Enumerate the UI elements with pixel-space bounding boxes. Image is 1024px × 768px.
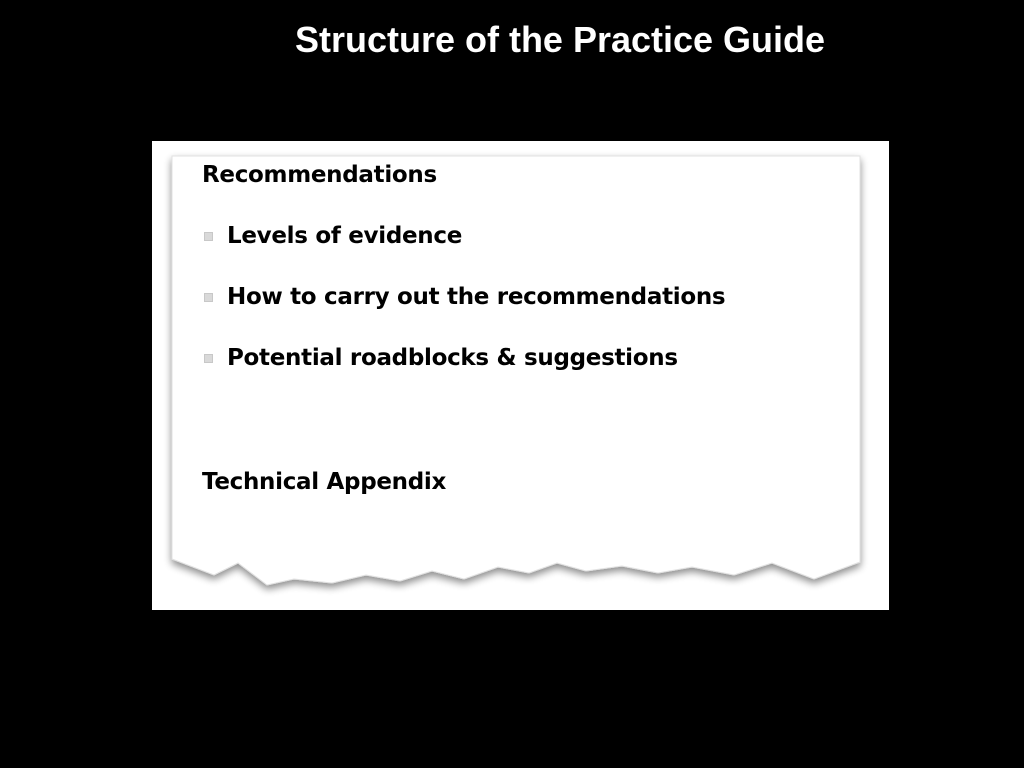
technical-appendix-heading: Technical Appendix <box>202 469 447 495</box>
bullet-item <box>202 218 842 254</box>
card-content <box>202 157 842 500</box>
slide-title: Structure of the Practice Guide <box>294 19 826 60</box>
bullet-label: How to carry out the recommendations <box>227 284 726 310</box>
content-card <box>152 141 889 610</box>
recommendations-heading: Recommendations <box>202 162 437 188</box>
bullet-label: Levels of evidence <box>227 223 462 249</box>
square-bullet-icon <box>204 293 213 302</box>
square-bullet-icon <box>204 354 213 363</box>
bullet-item <box>202 340 842 376</box>
bullet-label: Potential roadblocks & suggestions <box>227 345 678 371</box>
square-bullet-icon <box>204 232 213 241</box>
bullet-item <box>202 279 842 315</box>
bullet-list <box>202 218 842 376</box>
